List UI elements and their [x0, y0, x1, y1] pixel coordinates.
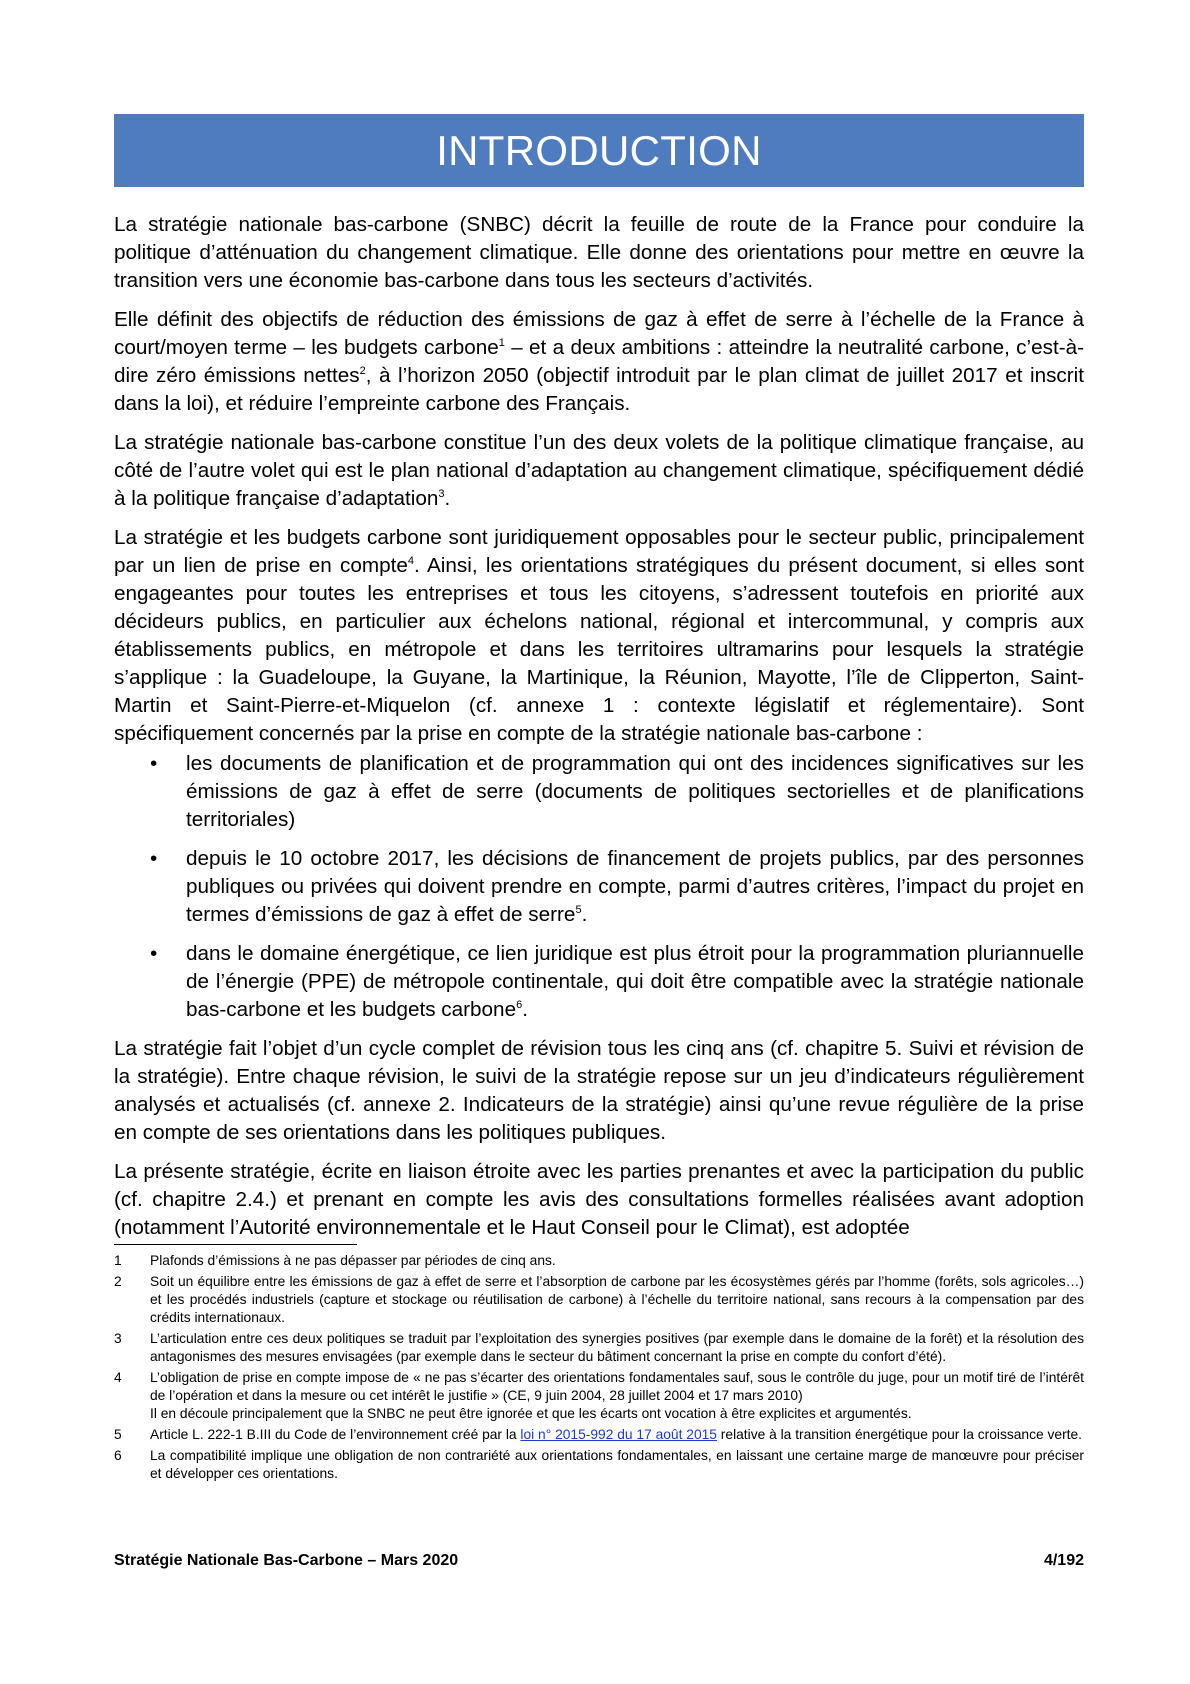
paragraph-3-part-b: . — [444, 487, 451, 510]
footnote-number: 4 — [114, 1370, 122, 1385]
footnote-text: Soit un équilibre entre les émissions de gaz à effet de serre et l’absorption de carbone par les écosystèmes gérés par l’homme (forêts, sols agricoles…) et les procédés industriels (capture et stockage ou réutilisation de carbone) à l’échelle du territoire national, sans recours à la compensation par des crédits internationaux. — [150, 1274, 1084, 1325]
footnote-text: L’articulation entre ces deux politiques se traduit par l’exploitation des synergies positives (par exemple dans le domaine de la forêt) et la résolution des antagonismes des mesures envisagées (par exemple dans le secteur du bâtiment concernant la prise en compte du confort d’été). — [150, 1331, 1084, 1364]
footnote-2 — [114, 1273, 1084, 1327]
footnote-ref-1[interactable]: 1 — [498, 337, 505, 349]
bullet-text-1: les documents de planification et de programmation qui ont des incidences significatives sur les émissions de gaz à effet de serre (documents de politiques sectorielles et de planifications territoriales) — [186, 752, 1084, 831]
bullet-text-3-end: . — [522, 998, 528, 1021]
bullet-marker: • — [150, 752, 158, 775]
bullet-text-3: dans le domaine énergétique, ce lien juridique est plus étroit pour la programmation pluriannuelle de l’énergie (PPE) de métropole continentale, qui doit être compatible avec la stratégie nationale bas-carbone et les budgets carbone — [186, 942, 1084, 1021]
page-content — [114, 114, 1084, 1486]
footnotes — [114, 1252, 1084, 1483]
paragraph-6: La présente stratégie, écrite en liaison étroite avec les parties prenantes et avec la participation du public (cf. chapitre 2.4.) et prenant en compte les avis des consultations formelles réalisées avant adoption (notamment l’Autorité environnementale et le Haut Conseil pour le Climat), est adoptée — [114, 1160, 1084, 1239]
body-text — [114, 211, 1084, 1242]
footnote-text: La compatibilité implique une obligation de non contrariété aux orientations fondamentales, en laissant une certaine marge de manœuvre pour préciser et développer ces orientations. — [150, 1448, 1084, 1481]
footnote-ref-2[interactable]: 2 — [359, 365, 366, 377]
footnote-4 — [114, 1369, 1084, 1423]
footnote-ref-3[interactable]: 3 — [438, 488, 445, 500]
footer-document-title: Stratégie Nationale Bas-Carbone – Mars 2020 — [114, 1552, 459, 1569]
paragraph-2 — [114, 306, 1084, 418]
footnote-text — [150, 1426, 1084, 1444]
footnote-6 — [114, 1447, 1084, 1483]
footnote-ref-4[interactable]: 4 — [407, 555, 415, 567]
footnote-5-part-a: Article L. 222-1 B.III du Code de l’environnement créé par la — [150, 1427, 521, 1442]
footnote-number: 6 — [114, 1448, 122, 1463]
section-title-banner — [114, 114, 1084, 187]
paragraph-3 — [114, 429, 1084, 513]
section-title: INTRODUCTION — [436, 126, 762, 174]
paragraph-4 — [114, 524, 1084, 748]
footnote-5-part-b: relative à la transition énergétique pour la croissance verte. — [716, 1427, 1083, 1442]
paragraph-2-part-b: – et a deux ambitions : atteindre la neutralité carbone, c’est-à-dire zéro émissions nettes — [114, 336, 1085, 387]
footnote-5 — [114, 1426, 1084, 1444]
footnote-3 — [114, 1330, 1084, 1366]
footnote-number: 5 — [114, 1427, 122, 1442]
footnote-ref-5[interactable]: 5 — [575, 904, 582, 916]
paragraph-1: La stratégie nationale bas-carbone (SNBC) décrit la feuille de route de la France pour conduire la politique d’atténuation du changement climatique. Elle donne des orientations pour mettre en œuvre la transition vers une économie bas-carbone dans tous les secteurs d’activités. — [114, 213, 1084, 292]
bullet-text-2: depuis le 10 octobre 2017, les décisions de financement de projets publics, par des personnes publiques ou privées qui doivent prendre en compte, parmi d’autres critères, l’impact du projet en termes d’émissions de gaz à effet de serre — [186, 847, 1084, 926]
law-link[interactable]: loi n° 2015-992 du 17 août 2015 — [520, 1427, 717, 1442]
paragraph-2-part-c: , à l’horizon 2050 (objectif introduit par le plan climat de juillet 2017 et inscrit dans la loi), et réduire l’empreinte carbone des Français. — [114, 364, 1085, 415]
page-footer — [114, 1552, 1084, 1570]
bullet-marker: • — [150, 942, 158, 965]
footnote-ref-6[interactable]: 6 — [516, 999, 523, 1011]
footnote-number: 3 — [114, 1331, 122, 1346]
footnote-text: Plafonds d’émissions à ne pas dépasser par périodes de cinq ans. — [150, 1253, 556, 1268]
paragraph-2-part-a: Elle définit des objectifs de réduction des émissions de gaz à effet de serre à l’échelle de la France à court/moyen terme – les budgets carbone — [114, 308, 1084, 359]
paragraph-3-part-a: La stratégie nationale bas-carbone constitue l’un des deux volets de la politique climatique française, au côté de l’autre volet qui est le plan national d’adaptation au changement climatique, spécifiquement dédié à la politique française d’adaptation — [114, 431, 1084, 510]
footnote-4-line-1: L’obligation de prise en compte impose de « ne pas s’écarter des orientations fondamentales sauf, sous le contrôle du juge, pour un motif tiré de l’intérêt de l’opération et dans la mesure ou cet intérêt le justifie » (CE, 9 juin 2004, 28 juillet 2004 et 17 mars 2010) — [150, 1370, 1084, 1403]
bullet-text-2-end: . — [581, 903, 588, 926]
footer-page-number: 4/192 — [1043, 1552, 1084, 1569]
footnote-separator — [114, 1244, 357, 1245]
bullet-marker: • — [150, 847, 158, 870]
footnote-text — [150, 1369, 1084, 1423]
list-item — [114, 750, 1084, 834]
footnote-number: 2 — [114, 1274, 122, 1289]
paragraph-5: La stratégie fait l’objet d’un cycle complet de révision tous les cinq ans (cf. chapitre 5. Suivi et révision de la stratégie). Entre chaque révision, le suivi de la stratégie repose sur un jeu d’indicateurs régulièrement analysés et actualisés (cf. annexe 2. Indicateurs de la stratégie) ainsi qu’une revue régulière de la prise en compte de ses orientations dans les politiques publiques. — [114, 1037, 1084, 1144]
bullet-list — [114, 750, 1084, 1024]
paragraph-4-part-b: . Ainsi, les orientations stratégiques du présent document, si elles sont engageantes pour toutes les entreprises et tous les citoyens, s’adressent toutefois en priorité aux décideurs publics, en particulier aux échelons national, régional et intercommunal, y compris aux établissements publics, en métropole et dans les territoires ultramarins pour lesquels la stratégie s’applique : la Guadeloupe, la Guyane, la Martinique, la Réunion, Mayotte, l’île de Clipperton, Saint-Martin et Saint-Pierre-et-Miquelon (cf. annexe 1 : contexte législatif et réglementaire). Sont spécifiquement concernés par la prise en compte de la stratégie nationale bas-carbone : — [114, 554, 1084, 745]
footnote-1 — [114, 1252, 1084, 1270]
footnote-4-line-2: Il en découle principalement que la SNBC ne peut être ignorée et que les écarts ont vocation à être explicites et argumentés. — [150, 1406, 912, 1421]
paragraph-4-part-a: La stratégie et les budgets carbone sont juridiquement opposables pour le secteur public, principalement par un lien de prise en compte — [114, 526, 1084, 577]
footnote-number: 1 — [114, 1253, 122, 1268]
list-item — [114, 940, 1084, 1024]
list-item — [114, 845, 1084, 929]
